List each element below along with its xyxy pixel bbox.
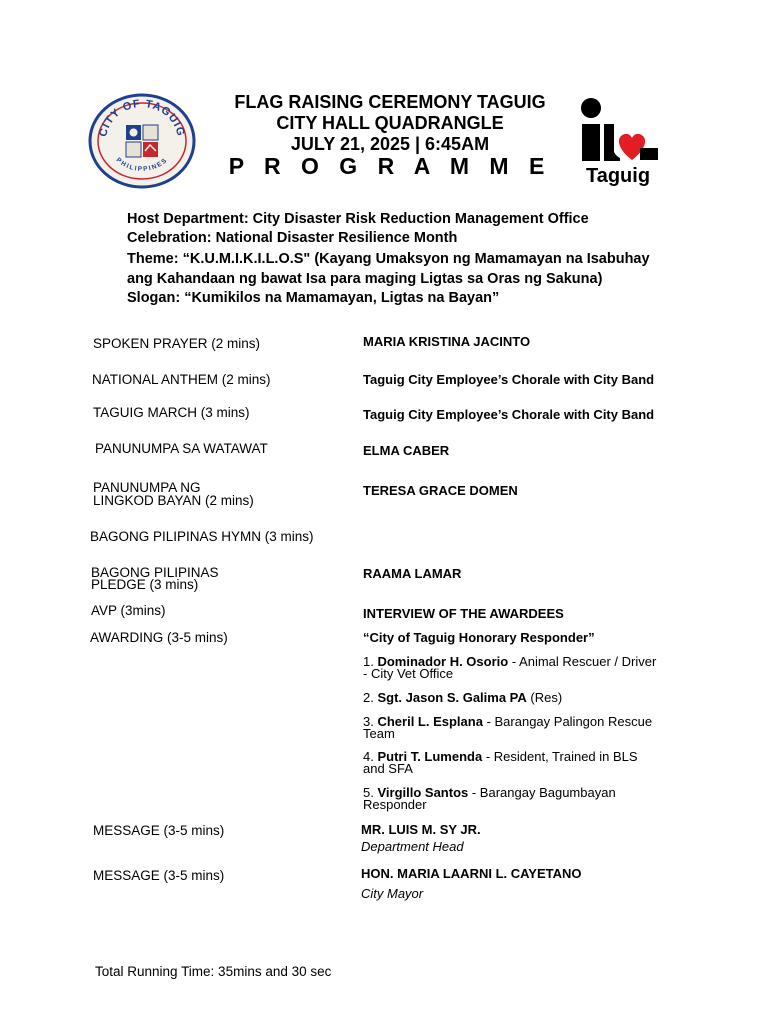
speaker-name: HON. MARIA LAARNI L. CAYETANO [361, 866, 582, 881]
seal-bottom-text: PHILIPPINES [114, 156, 170, 173]
event-venue: CITY HALL QUADRANGLE [276, 113, 504, 133]
program-item-value: ELMA CABER [363, 443, 450, 458]
program-item-value: Taguig City Employee’s Chorale with City Band [363, 407, 655, 422]
program-item-value: Taguig City Employee’s Chorale with City Band [363, 372, 655, 387]
message-label: MESSAGE (3-5 mins) [93, 823, 225, 838]
speaker-name: MR. LUIS M. SY JR. [361, 822, 481, 837]
logo-text: Taguig [585, 165, 651, 186]
theme-line-1: Theme: “K.U.M.I.K.I.L.O.S" (Kayang Umaksyon ng Mamamayan na Isabuhay [127, 251, 650, 267]
program-item-label: BAGONG PILIPINAS HYMN (3 mins) [90, 529, 314, 544]
theme-line-2: ang Kahandaan ng bawat Isa para maging Ligtas sa Oras ng Sakuna) [127, 271, 603, 287]
awardee-item: 3. Cheril L. Esplana - Barangay Palingon Rescue Team [363, 714, 653, 741]
program-item-label: BAGONG PILIPINAS [91, 565, 219, 580]
awardee-item: 5. Virgillo Santos - Barangay Bagumbayan Responder [363, 785, 616, 812]
celebration: Celebration: National Disaster Resilience Month [127, 230, 458, 246]
program-item-value: RAAMA LAMAR [363, 566, 462, 581]
program-item-label: PANUNUMPA NG [93, 480, 201, 495]
awardee-item: 1. Dominador H. Osorio - Animal Rescuer / Driver - City Vet Office [363, 654, 657, 681]
program-item-label: AWARDING (3-5 mins) [90, 630, 228, 645]
seal-top-text: CITY OF TAGUIG [97, 97, 187, 138]
program-item-label: PANUNUMPA SA WATAWAT [95, 441, 268, 456]
slogan: Slogan: “Kumikilos na Mamamayan, Ligtas na Bayan” [127, 290, 500, 306]
speaker-role: City Mayor [361, 886, 424, 901]
program-item-label: NATIONAL ANTHEM (2 mins) [92, 372, 271, 387]
program-item-label: AVP (3mins) [91, 603, 166, 618]
program-item-value: INTERVIEW OF THE AWARDEES [363, 606, 564, 621]
awardee-item: 4. Putri T. Lumenda - Resident, Trained in BLS and SFA [363, 749, 638, 776]
message-label: MESSAGE (3-5 mins) [93, 868, 225, 883]
total-running-time: Total Running Time: 35mins and 30 sec [95, 964, 332, 979]
host-department: Host Department: City Disaster Risk Reduction Management Office [127, 211, 589, 227]
event-date-time: JULY 21, 2025 | 6:45AM [290, 134, 490, 154]
awardee-item: 2. Sgt. Jason S. Galima PA (Res) [363, 690, 563, 705]
speaker-role: Department Head [361, 839, 464, 854]
program-item-value: MARIA KRISTINA JACINTO [363, 334, 531, 349]
programme-heading: P R O G R A M M E [228, 153, 552, 179]
program-item-label: LINGKOD BAYAN (2 mins) [93, 493, 254, 508]
event-title: FLAG RAISING CEREMONY TAGUIG [234, 92, 546, 112]
i-love-taguig-logo [578, 96, 660, 186]
program-item-value: “City of Taguig Honorary Responder” [363, 630, 595, 645]
program-item-label: PLEDGE (3 mins) [91, 577, 199, 592]
program-item-label: TAGUIG MARCH (3 mins) [93, 405, 250, 420]
program-item-value: TERESA GRACE DOMEN [363, 483, 518, 498]
program-item-label: SPOKEN PRAYER (2 mins) [93, 336, 261, 351]
